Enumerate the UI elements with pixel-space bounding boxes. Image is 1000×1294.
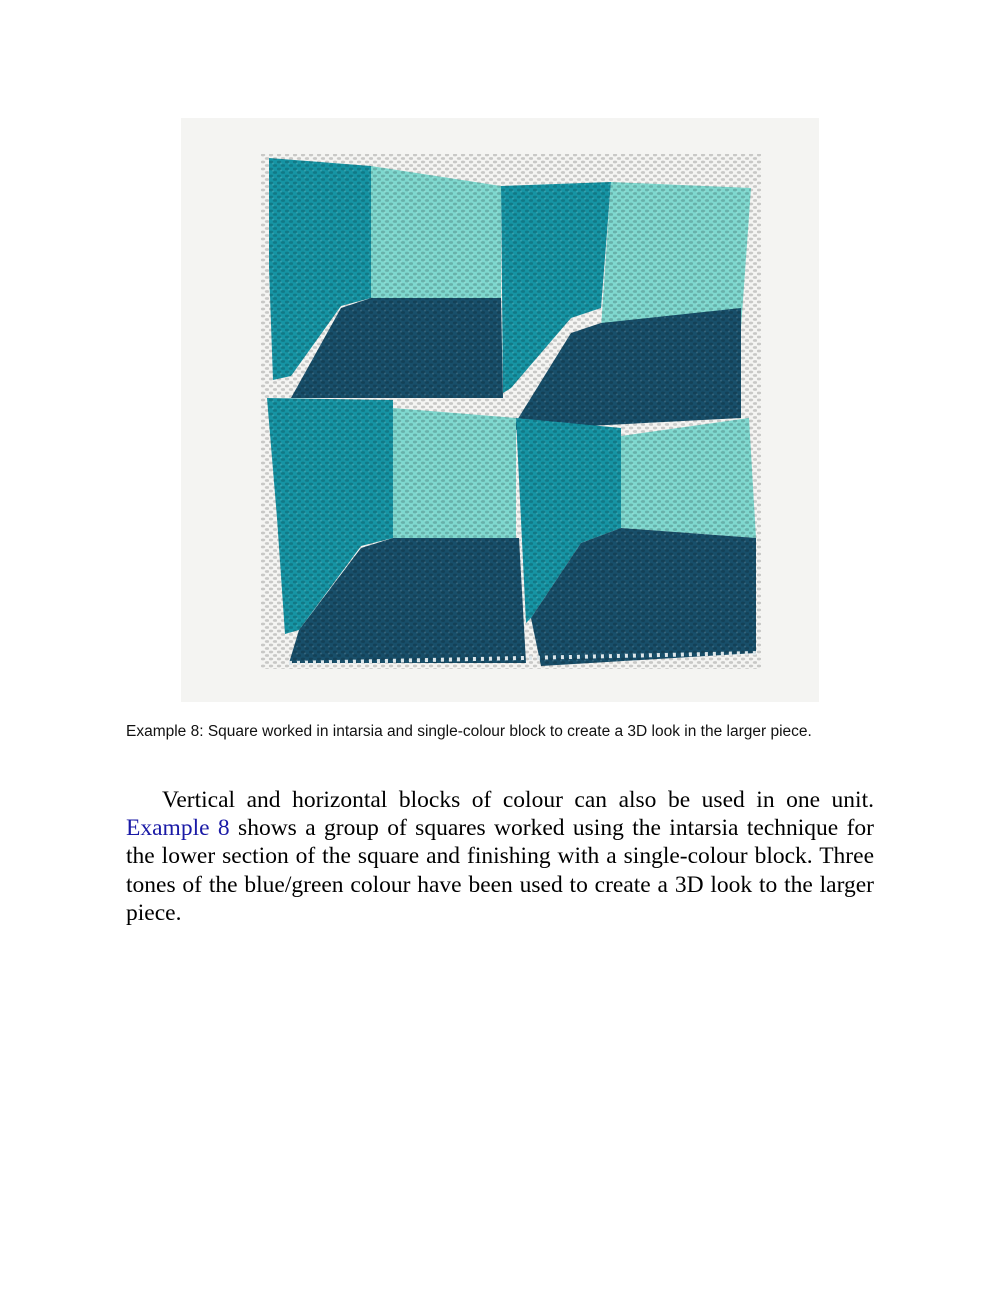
paragraph-text-end: shows a group of squares worked using the intarsia technique for the lower section of the square and finishing with a single-colour block. Three tones of the blue/green colour have been used to create a 3D look to the larger piece. [126,815,874,926]
knitted-square-illustration [181,118,819,702]
body-paragraph [126,786,874,927]
paragraph-text-start: Vertical and horizontal blocks of colour can also be used in one unit. [162,787,874,813]
figure-caption: Example 8: Square worked in intarsia and single-colour block to create a 3D look in the larger piece. [126,723,812,740]
example-8-link[interactable]: Example 8 [126,815,230,842]
knitted-square-photo [181,118,819,702]
